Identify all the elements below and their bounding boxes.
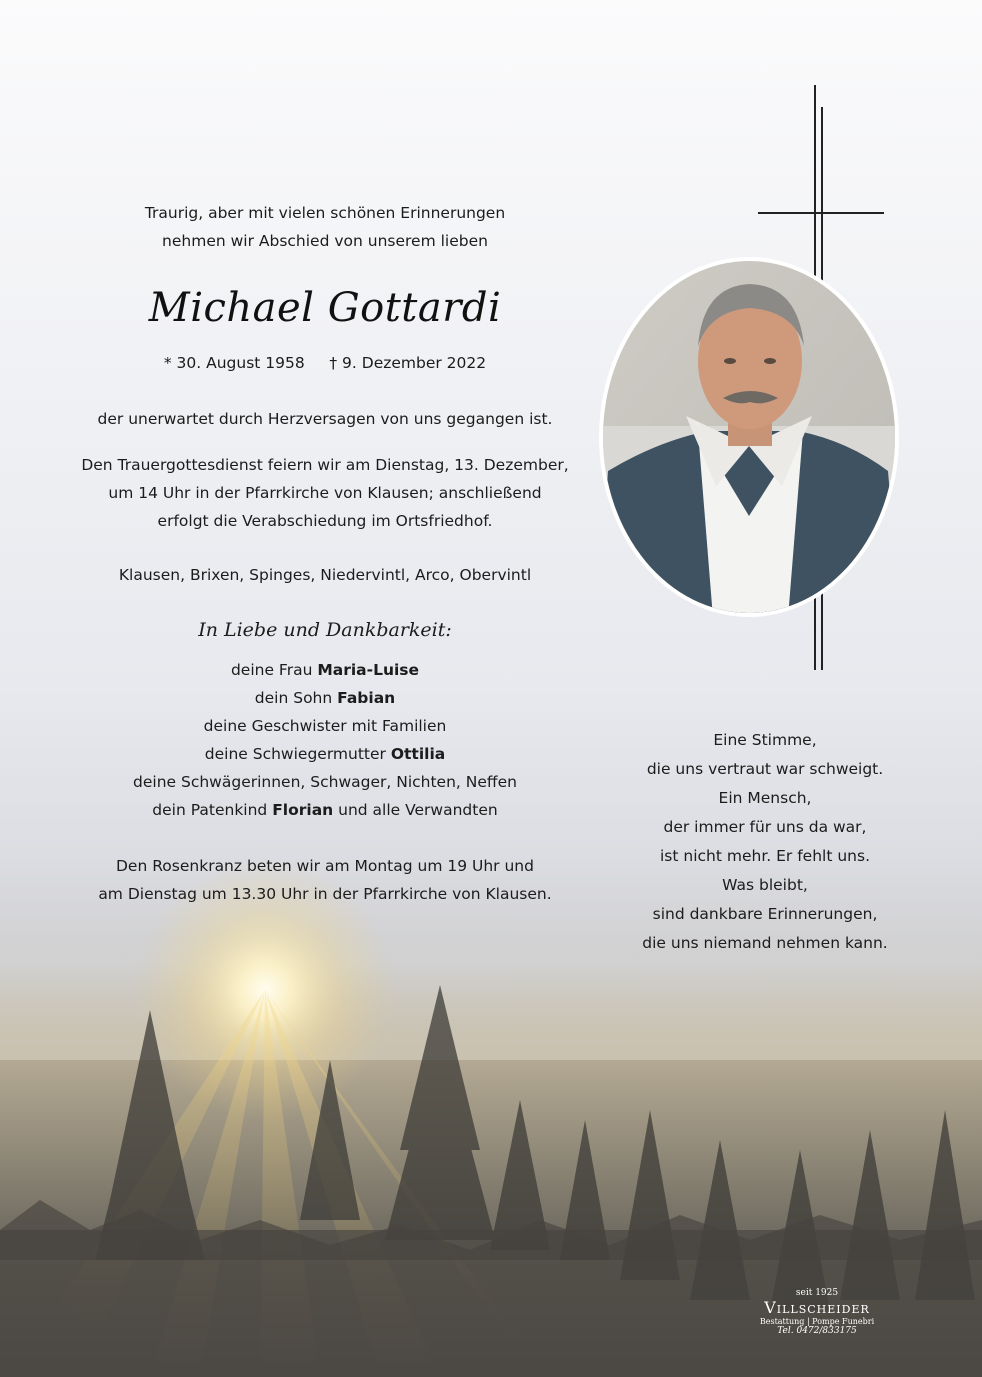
mourner-text: und alle Verwandten xyxy=(333,801,498,819)
poem-line: die uns vertraut war schweigt. xyxy=(646,760,884,778)
intro-line-1: Traurig, aber mit vielen schönen Erinnerungen xyxy=(144,204,506,222)
cross-horizontal-line xyxy=(758,212,884,214)
mourner-text: deine Geschwister mit Familien xyxy=(203,717,447,735)
poem-line: Was bleibt, xyxy=(722,876,808,894)
mourner-name: Ottilia xyxy=(390,745,446,763)
service-line-1: Den Trauergottesdienst feiern wir am Dienstag, 13. Dezember, xyxy=(81,456,569,474)
gratitude-heading: In Liebe und Dankbarkeit: xyxy=(198,619,452,641)
logo-phone: Tel. 0472/833175 xyxy=(777,1326,857,1336)
mourner-text: deine Schwiegermutter xyxy=(204,745,391,763)
logo-since: seit 1925 xyxy=(795,1288,839,1298)
places-line: Klausen, Brixen, Spinges, Niedervintl, Arco, Obervintl xyxy=(118,566,532,584)
mourner-line xyxy=(60,745,590,763)
poem-line: sind dankbare Erinnerungen, xyxy=(652,905,878,923)
mourner-text: dein Patenkind xyxy=(152,801,273,819)
mourner-line xyxy=(60,661,590,679)
death-date: † 9. Dezember 2022 xyxy=(329,354,487,372)
rosary-line-1: Den Rosenkranz beten wir am Montag um 19 Uhr und xyxy=(116,857,534,875)
poem-line: Ein Mensch, xyxy=(718,789,812,807)
mourner-text: dein Sohn xyxy=(254,689,338,707)
rosary-line-2: am Dienstag um 13.30 Uhr in der Pfarrkirche von Klausen. xyxy=(98,885,552,903)
service-line-2: um 14 Uhr in der Pfarrkirche von Klausen; anschließend xyxy=(108,484,542,502)
mourner-name: Fabian xyxy=(337,689,396,707)
mourner-line xyxy=(60,717,590,735)
dates-line xyxy=(60,354,590,372)
mourner-line xyxy=(60,773,590,791)
cause-line: der unerwartet durch Herzversagen von uns gegangen ist. xyxy=(97,410,553,428)
poem-line: ist nicht mehr. Er fehlt uns. xyxy=(660,847,870,865)
portrait-photo xyxy=(598,256,900,618)
intro-line-2: nehmen wir Abschied von unserem lieben xyxy=(162,232,488,250)
poem-line: der immer für uns da war, xyxy=(663,818,867,836)
deceased-name: Michael Gottardi xyxy=(148,285,502,331)
poem-line: die uns niemand nehmen kann. xyxy=(642,934,888,952)
logo-brand: Villscheider xyxy=(764,1298,870,1317)
mourner-name: Maria-Luise xyxy=(317,661,420,679)
mourner-line xyxy=(60,689,590,707)
mourner-text: deine Frau xyxy=(230,661,318,679)
birth-date: * 30. August 1958 xyxy=(163,354,305,372)
mourner-line xyxy=(60,801,590,819)
mourner-text: deine Schwägerinnen, Schwager, Nichten, Neffen xyxy=(133,773,517,791)
poem-line: Eine Stimme, xyxy=(713,731,817,749)
funeral-home-logo xyxy=(732,1288,902,1336)
service-line-3: erfolgt die Verabschiedung im Ortsfriedhof. xyxy=(157,512,493,530)
logo-subtitle: Bestattung | Pompe Funebri xyxy=(759,1317,875,1326)
mourner-name: Florian xyxy=(272,801,334,819)
